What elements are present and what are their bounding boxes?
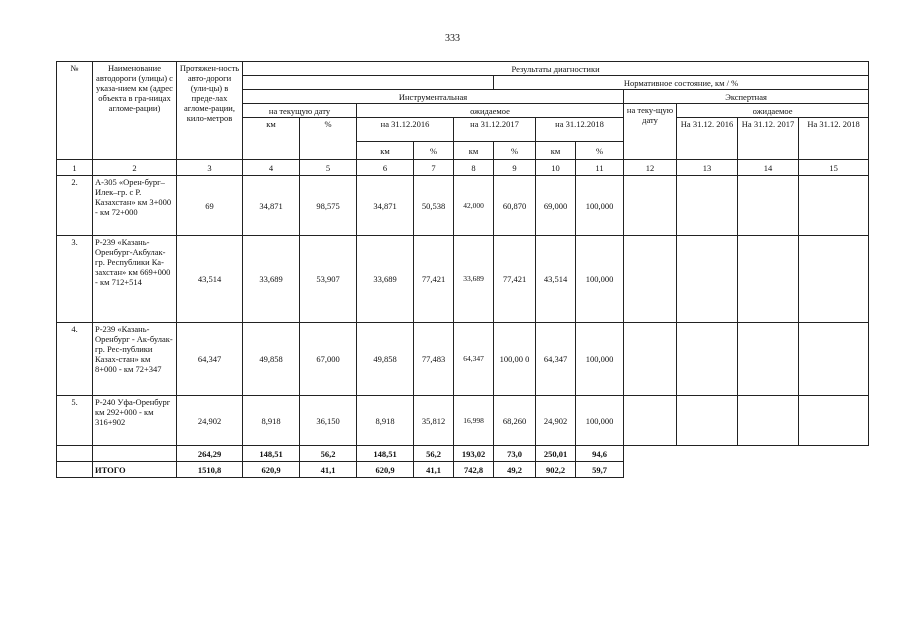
table-row: [57, 236, 869, 323]
cell: 53,907: [300, 236, 357, 323]
cell: 36,150: [300, 396, 357, 446]
subtotal-row: [57, 446, 869, 462]
col-number: 14: [738, 160, 799, 176]
header-no: №: [57, 62, 93, 160]
cell: 50,538: [414, 176, 454, 236]
header-current-date: на текущую дату: [243, 104, 357, 118]
cell: 148,51: [243, 446, 300, 462]
cell: 77,483: [414, 323, 454, 396]
cell: 56,2: [300, 446, 357, 462]
col-number: 9: [494, 160, 536, 176]
header-km-2017: км: [454, 142, 494, 160]
row-no: 5.: [57, 396, 93, 446]
cell: 56,2: [414, 446, 454, 462]
table-row: [57, 323, 869, 396]
cell: 902,2: [536, 462, 576, 478]
cell: 8,918: [357, 396, 414, 446]
row-no: 4.: [57, 323, 93, 396]
cell: 60,870: [494, 176, 536, 236]
cell: 77,421: [494, 236, 536, 323]
row-no: 3.: [57, 236, 93, 323]
cell: 33,689: [357, 236, 414, 323]
cell: 49,2: [494, 462, 536, 478]
header-expected-expert: ожидаемое: [677, 104, 869, 118]
total-label: ИТОГО: [93, 462, 177, 478]
header-normative: Нормативное состояние, км / %: [494, 76, 869, 90]
cell: 34,871: [357, 176, 414, 236]
cell: 24,902: [536, 396, 576, 446]
header-exp-2017: На 31.12. 2017: [738, 118, 799, 160]
header-km: км: [243, 118, 300, 160]
road-name: А-305 «Орен-бург–Илек–гр. с Р. Казахстан» км 3+000 - км 72+000: [93, 176, 177, 236]
cell: 34,871: [243, 176, 300, 236]
cell: 68,260: [494, 396, 536, 446]
cell: 8,918: [243, 396, 300, 446]
header-km-2016: км: [357, 142, 414, 160]
col-number: 2: [93, 160, 177, 176]
cell: 41,1: [414, 462, 454, 478]
cell: 64,347: [454, 323, 494, 396]
col-number: 12: [624, 160, 677, 176]
col-number: 11: [576, 160, 624, 176]
cell: 620,9: [357, 462, 414, 478]
col-number: 3: [177, 160, 243, 176]
cell: 98,575: [300, 176, 357, 236]
header-pct-2016: %: [414, 142, 454, 160]
cell: 620,9: [243, 462, 300, 478]
cell: 49,858: [357, 323, 414, 396]
cell: 77,421: [414, 236, 454, 323]
cell: 43,514: [536, 236, 576, 323]
header-exp-current: на теку-щую дату: [624, 104, 677, 160]
cell: 49,858: [243, 323, 300, 396]
header-expert: Экспертная: [624, 90, 869, 104]
table-row: [57, 176, 869, 236]
cell: 193,02: [454, 446, 494, 462]
cell: 41,1: [300, 462, 357, 478]
cell: 73,0: [494, 446, 536, 462]
header-pct-2018: %: [576, 142, 624, 160]
cell: 69,000: [536, 176, 576, 236]
header-pct-2017: %: [494, 142, 536, 160]
col-number: 15: [799, 160, 869, 176]
header-exp-2018: На 31.12. 2018: [799, 118, 869, 160]
col-number: 1: [57, 160, 93, 176]
header-road-name: Наименование автодороги (улицы) с указа-нием км (адрес объекта в гра-ницах агломе-рации): [93, 62, 177, 160]
page-number: 333: [445, 33, 460, 44]
diagnostics-table: [56, 61, 869, 478]
cell: 100,000: [576, 236, 624, 323]
cell: 67,000: [300, 323, 357, 396]
cell: 35,812: [414, 396, 454, 446]
total-length: 1510,8: [177, 462, 243, 478]
cell: 33,689: [243, 236, 300, 323]
header-2016: на 31.12.2016: [357, 118, 454, 142]
cell: 64,347: [536, 323, 576, 396]
cell: 742,8: [454, 462, 494, 478]
col-number: 8: [454, 160, 494, 176]
col-number: 10: [536, 160, 576, 176]
col-number: 4: [243, 160, 300, 176]
road-length: 69: [177, 176, 243, 236]
road-length: 43,514: [177, 236, 243, 323]
table-row: [57, 396, 869, 446]
col-number: 13: [677, 160, 738, 176]
header-expected: ожидаемое: [357, 104, 624, 118]
cell: 100,000: [576, 176, 624, 236]
cell: 100,000: [576, 323, 624, 396]
cell: 148,51: [357, 446, 414, 462]
cell: 42,000: [454, 176, 494, 236]
column-numbers-row: [57, 160, 869, 176]
cell: 94,6: [576, 446, 624, 462]
cell: 250,01: [536, 446, 576, 462]
col-number: 6: [357, 160, 414, 176]
col-number: 5: [300, 160, 357, 176]
cell: 16,998: [454, 396, 494, 446]
header-km-2018: км: [536, 142, 576, 160]
header-length: Протяжен-ность авто-дороги (ули-цы) в преде-лах агломе-рации, кило-метров: [177, 62, 243, 160]
header-exp-2016: На 31.12. 2016: [677, 118, 738, 160]
road-length: 64,347: [177, 323, 243, 396]
road-length: 24,902: [177, 396, 243, 446]
cell: 100,00 0: [494, 323, 536, 396]
header-instrumental: Инструментальная: [243, 90, 624, 104]
total-row: [57, 462, 869, 478]
road-name: Р-240 Уфа-Оренбург км 292+000 - км 316+902: [93, 396, 177, 446]
road-name: Р-239 «Казань-Оренбург-Акбулак-гр. Республики Ка-захстан» км 669+000 - км 712+514: [93, 236, 177, 323]
road-name: Р-239 «Казань-Оренбург - Ак-булак-гр. Рес-публики Казах-стан» км 8+000 - км 72+347: [93, 323, 177, 396]
subtotal-length: 264,29: [177, 446, 243, 462]
header-pct: %: [300, 118, 357, 160]
header-2017: на 31.12.2017: [454, 118, 536, 142]
cell: 59,7: [576, 462, 624, 478]
cell: 100,000: [576, 396, 624, 446]
cell: 33,689: [454, 236, 494, 323]
header-results: Результаты диагностики: [243, 62, 869, 76]
header-2018: на 31.12.2018: [536, 118, 624, 142]
row-no: 2.: [57, 176, 93, 236]
col-number: 7: [414, 160, 454, 176]
